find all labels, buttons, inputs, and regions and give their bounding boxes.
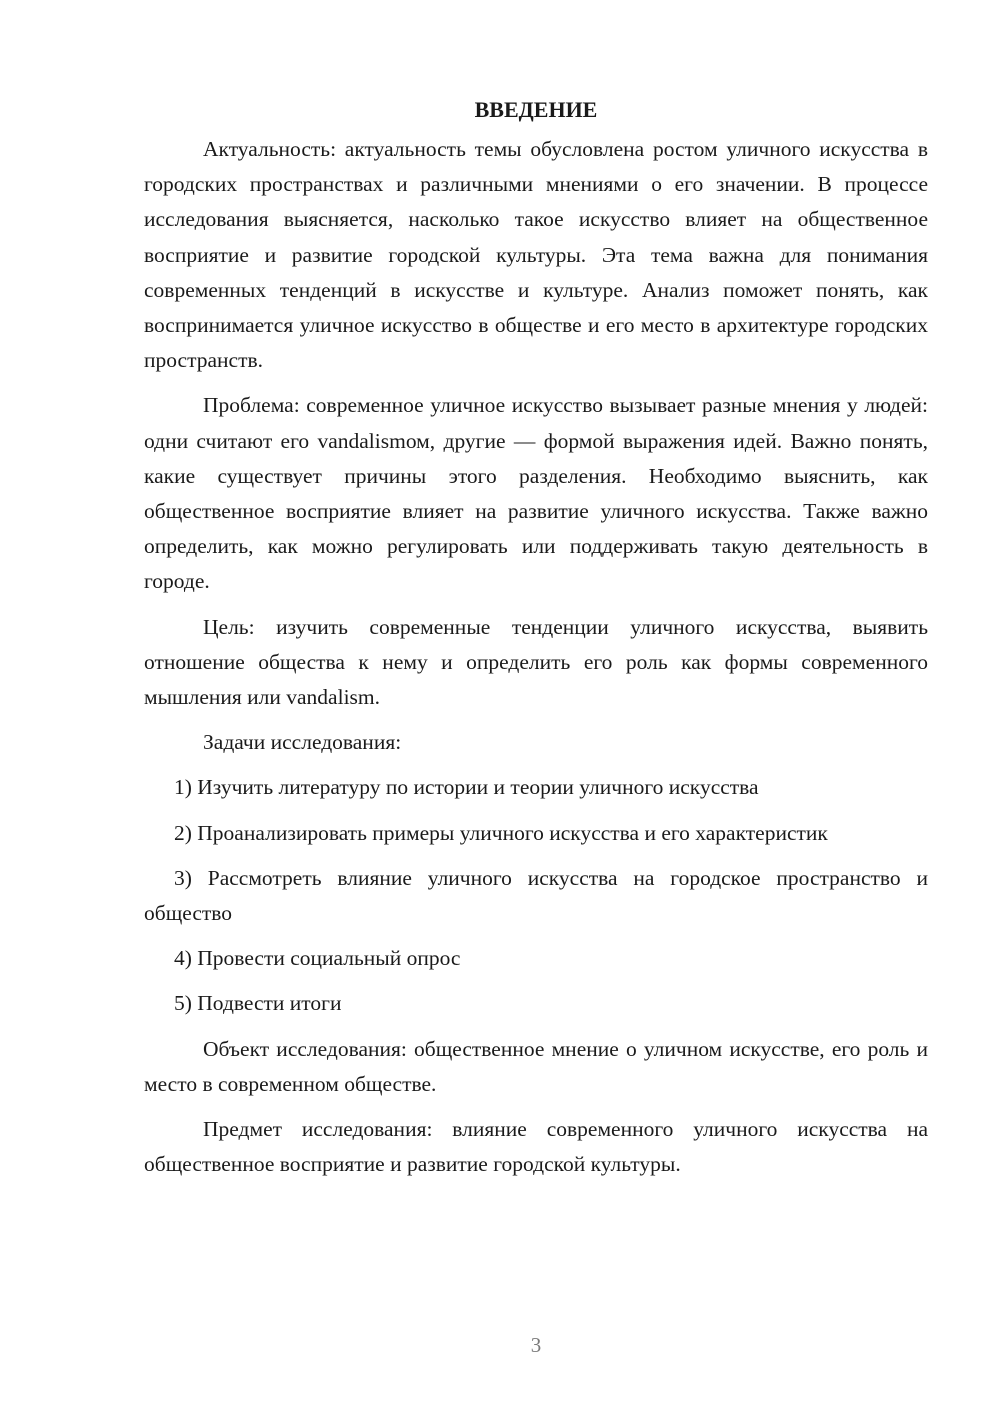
page-number: 3	[530, 1333, 542, 1357]
problem-paragraph: Проблема: современное уличное искусство вызывает разные мнения у людей: одни считают его vandalismом, другие — формой выражения идей. Важно понять, какие существует причины этого разделения. Необходимо выяснить, как общественное восприятие влияет на развитие уличного искусства. Также важно определить, как можно регулировать или поддерживать такую деятельность в городе.	[144, 393, 928, 594]
subject-paragraph: Предмет исследования: влияние современного уличного искусства на общественное восприятие и развитие городской культуры.	[144, 1117, 928, 1177]
relevance-paragraph: Актуальность: актуальность темы обусловлена ростом уличного искусства в городских пространствах и различными мнениями о его значении. В процессе исследования выясняется, насколько такое искусство влияет на общественное восприятие и развитие городской культуры. Эта тема важна для понимания современных тенденций в искусстве и культуре. Анализ поможет понять, как воспринимается уличное искусство в обществе и его место в архитектуре городских пространств.	[144, 137, 928, 373]
task-item-3: 3) Рассмотреть влияние уличного искусства на городское пространство и общество	[144, 865, 928, 926]
goal-paragraph: Цель: изучить современные тенденции уличного искусства, выявить отношение общества к нему и определить его роль как формы современного мышления или vandalism.	[144, 614, 928, 710]
task-item-1: 1) Изучить литературу по истории и теории уличного искусства	[174, 775, 759, 800]
task-item-5: 5) Подвести итоги	[174, 991, 342, 1016]
object-paragraph: Объект исследования: общественное мнение о уличном искусстве, его роль и место в современном обществе.	[144, 1036, 928, 1096]
page-title: ВВЕДЕНИЕ	[474, 97, 598, 122]
tasks-title: Задачи исследования:	[203, 730, 402, 755]
task-item-2: 2) Проанализировать примеры уличного искусства и его характеристик	[174, 820, 828, 845]
document-page	[144, 90, 928, 1192]
task-item-4: 4) Провести социальный опрос	[174, 946, 461, 971]
